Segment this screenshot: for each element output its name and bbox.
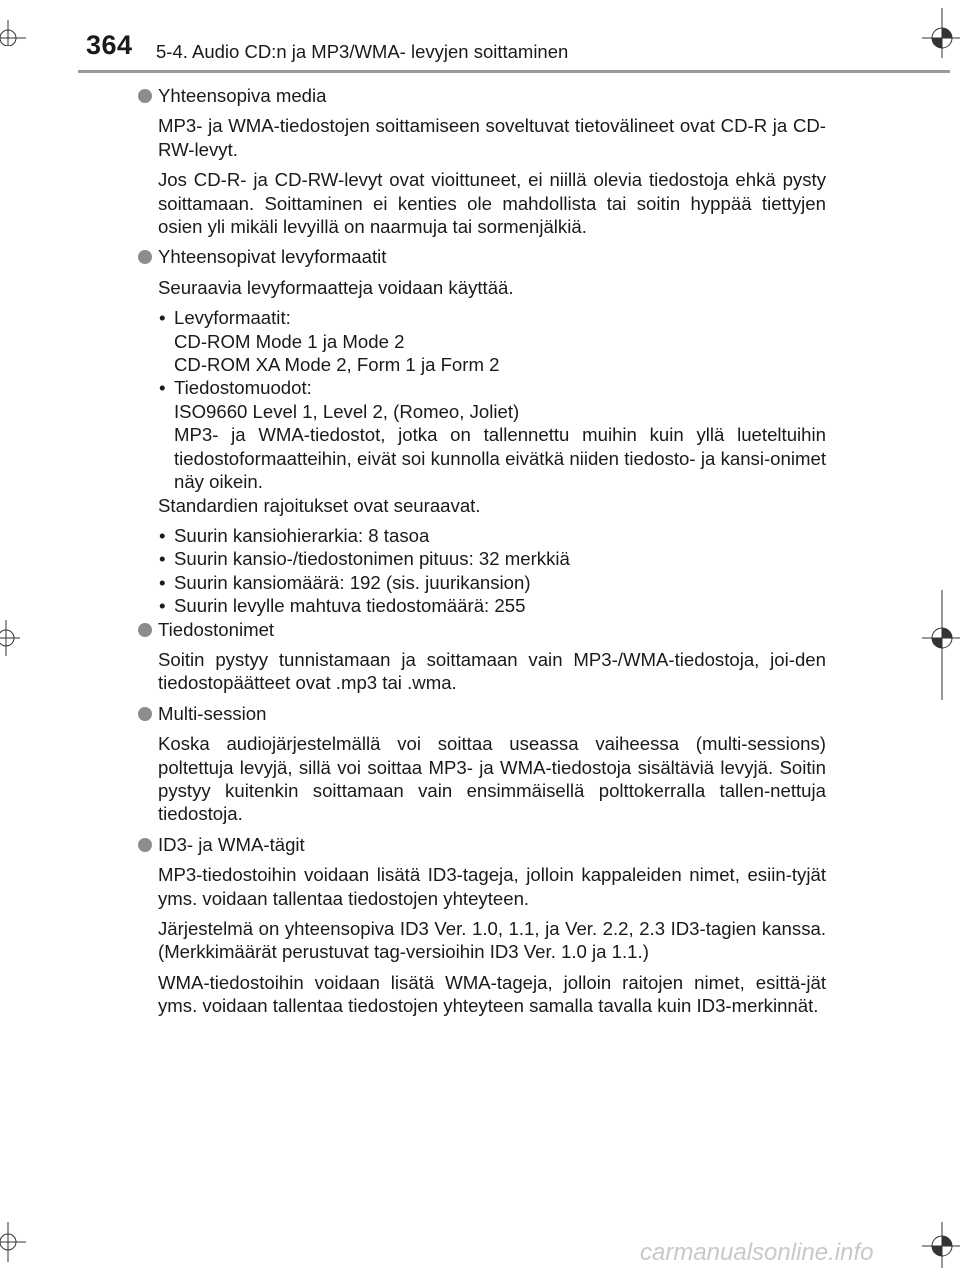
list-item: [158, 306, 826, 376]
paragraph: Standardien rajoitukset ovat seuraavat.: [158, 494, 481, 516]
section-heading-text: ID3- ja WMA-tägit: [158, 833, 305, 855]
section-compatible-media: [138, 84, 826, 238]
bullet-dot-icon: [138, 250, 152, 264]
list-item: [158, 571, 826, 594]
list-item-line: CD-ROM XA Mode 2, Form 1 ja Form 2: [174, 354, 500, 376]
bullet-dot-icon: [138, 707, 152, 721]
list-item-line: CD-ROM Mode 1 ja Mode 2: [174, 330, 405, 352]
paragraph: Jos CD-R- ja CD-RW-levyt ovat vioittuneet, ei niillä olevia tiedostoja ehkä pysty soittamaan. Soittaminen ei kenties ole mahdollista tai soitin hyppää tiettyjen osien yli mikäli levyillä on naarmuja tai sormenjälkiä.: [158, 169, 826, 238]
list-item: [158, 594, 826, 617]
section-heading-text: Yhteensopiva media: [158, 85, 327, 106]
section-heading: [138, 245, 826, 268]
bullet-dot-icon: [138, 89, 152, 103]
page-header: [0, 0, 960, 80]
format-list: [158, 306, 826, 493]
list-item-text: Suurin kansio-/tiedostonimen pituus: 32 merkkiä: [174, 548, 570, 570]
header-rule: [78, 70, 950, 73]
crop-mark-mid-right: [920, 590, 960, 700]
bullet-icon: •: [159, 377, 166, 399]
bullet-icon: •: [159, 524, 166, 546]
bullet-dot-icon: [138, 838, 152, 852]
section-heading: [138, 702, 826, 725]
paragraph: Koska audiojärjestelmällä voi soittaa useassa vaiheessa (multi-sessions) poltettuja levyjä, sillä voi soittaa MP3- ja WMA-tiedostoja sisältäviä levyjä. Soitin pystyy kuitenkin soittamaan vain ensimmäisellä polttokerralla tallen-nettuja tiedostoja.: [158, 733, 826, 825]
paragraph: Järjestelmä on yhteensopiva ID3 Ver. 1.0, 1.1, ja Ver. 2.2, 2.3 ID3-tagien kanssa. (Merkkimäärät perustuvat tag-versioihin ID3 Ver. 1.0 ja 1.1.): [158, 918, 826, 963]
section-compatible-formats: [138, 245, 826, 617]
section-heading: [138, 833, 826, 856]
list-item: [158, 547, 826, 570]
paragraph: MP3- ja WMA-tiedostojen soittamiseen soveltuvat tietovälineet ovat CD-R ja CD-RW-levyt.: [158, 115, 826, 160]
list-item-line: MP3- ja WMA-tiedostot, jotka on tallennettu muihin kuin yllä lueteltuihin tiedostoformaatteihin, eivät soi kunnolla eivätkä niiden tiedosto- ja kansi-onimet näy oikein.: [174, 424, 826, 493]
paragraph: MP3-tiedostoihin voidaan lisätä ID3-tageja, jolloin kappaleiden nimet, esiin-tyjät yms. voidaan tallentaa tiedostojen yhteyteen.: [158, 864, 826, 909]
crop-mark-mid-left: [0, 618, 24, 658]
list-item-text: Suurin kansiohierarkia: 8 tasoa: [174, 524, 430, 546]
bullet-dot-icon: [138, 623, 152, 637]
paragraph: Seuraavia levyformaatteja voidaan käyttää.: [158, 276, 514, 298]
list-item-label: Levyformaatit:: [174, 307, 291, 329]
list-item-line: ISO9660 Level 1, Level 2, (Romeo, Joliet): [174, 400, 520, 422]
section-multi-session: [138, 702, 826, 826]
section-heading-text: Yhteensopivat levyformaatit: [158, 246, 387, 268]
list-item: [158, 376, 826, 493]
bullet-icon: •: [159, 595, 166, 617]
section-file-names: [138, 618, 826, 695]
bullet-icon: •: [159, 548, 166, 570]
crop-mark-bottom-left: [0, 1222, 36, 1262]
list-item: [158, 524, 826, 547]
page-content: [138, 84, 826, 1025]
section-heading-text: Tiedostonimet: [158, 618, 275, 640]
section-id3-wma-tags: [138, 833, 826, 1018]
section-heading-text: Multi-session: [158, 702, 267, 724]
paragraph: Soitin pystyy tunnistamaan ja soittamaan vain MP3-/WMA-tiedostoja, joi-den tiedostopäätteet ovat .mp3 tai .wma.: [158, 648, 826, 694]
list-item-text: Suurin levylle mahtuva tiedostomäärä: 255: [174, 595, 526, 617]
paragraph: WMA-tiedostoihin voidaan lisätä WMA-tageja, jolloin raitojen nimet, esittä-jät yms. voidaan tallentaa tiedostojen yhteyteen samalla tavalla kuin ID3-merkinnät.: [158, 971, 826, 1017]
list-item-text: Suurin kansiomäärä: 192 (sis. juurikansion): [174, 571, 531, 593]
watermark-logo: [640, 1232, 940, 1266]
svg-text:carmanualsonline.info: carmanualsonline.info: [640, 1239, 874, 1266]
section-heading: [138, 84, 826, 107]
limits-list: [158, 524, 826, 618]
bullet-icon: •: [159, 307, 166, 329]
list-item-label: Tiedostomuodot:: [174, 377, 312, 399]
section-heading: [138, 618, 826, 641]
section-title: 5-4. Audio CD:n ja MP3/WMA- levyjen soittaminen: [156, 41, 569, 62]
page-number: 364: [86, 30, 133, 60]
bullet-icon: •: [159, 571, 166, 593]
